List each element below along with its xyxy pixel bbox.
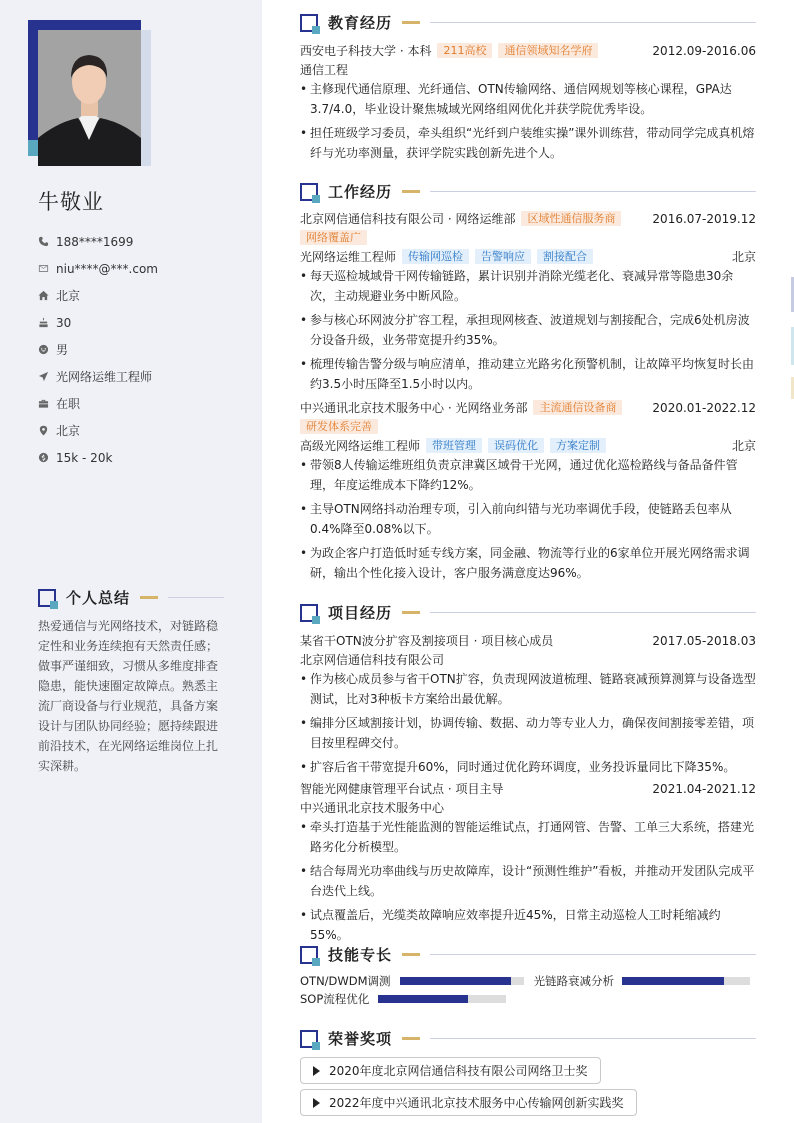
photo-frame-shadow: [140, 30, 151, 166]
home-icon: [38, 290, 56, 301]
list-item: • 每天巡检城域骨干网传输链路，累计识别并消除光缆老化、衰减异常等隐患30余次，主动规避业务中断风险。: [300, 266, 756, 306]
job-city: 北京: [731, 250, 756, 264]
skill-name: OTN/DWDM调测: [300, 974, 391, 988]
section-divider: [168, 597, 224, 598]
phone-icon: [38, 236, 56, 247]
role-tag: 告警响应: [475, 249, 531, 264]
skill-bar-fill: [400, 977, 512, 985]
info-hometown: [38, 282, 158, 309]
list-item: • 带领8人传输运维班组负责京津冀区域骨干光网，通过优化巡检路线与备品备件管理，年度运维成本下降约12%。: [300, 455, 756, 495]
section-square-icon: [300, 946, 318, 964]
info-target-city: [38, 417, 158, 444]
skill-name: SOP流程优化: [300, 992, 370, 1006]
section-divider: [430, 612, 756, 613]
work-bullets: [300, 455, 756, 583]
role-tag: 割接配合: [537, 249, 593, 264]
section-gold-bar: [402, 190, 420, 193]
education-entry: [300, 41, 756, 167]
project-bullets: [300, 817, 756, 945]
info-position: [38, 363, 158, 390]
candidate-name: 牛敬业: [38, 190, 104, 214]
section-square-icon: [300, 183, 318, 201]
section-gold-bar: [402, 611, 420, 614]
project-name: 某省干OTN波分扩容及割接项目 · 项目核心成员: [300, 634, 554, 648]
play-triangle-icon: [313, 1066, 320, 1076]
role-tag: 传输网巡检: [402, 249, 469, 264]
summary-section-header: [38, 587, 224, 608]
section-gold-bar: [402, 21, 420, 24]
project-bullets: [300, 669, 756, 777]
info-hometown-text: 北京: [56, 289, 81, 303]
education-section-header: [300, 12, 756, 33]
projects-title: 项目经历: [328, 604, 393, 622]
section-square-icon: [300, 1030, 318, 1048]
work-period: 2020.01-2022.12: [652, 400, 756, 415]
info-age: [38, 309, 158, 336]
company-tag: 网络覆盖广: [300, 230, 367, 245]
education-bullets: [300, 79, 756, 163]
job-role: 高级光网络运维工程师: [300, 439, 421, 453]
company-name: 北京网信通信科技有限公司 · 网络运维部: [300, 212, 516, 226]
summary-text: 热爱通信与光网络技术，对链路稳定性和业务连续抱有天然责任感；做事严谨细致，习惯从多维度排查隐患，能快速圈定故障点。熟悉主流厂商设备与行业规范，具备方案设计与团队协同经验；愿持续跟进前沿技术，在光网络运维岗位上扎实深耕。: [38, 619, 219, 773]
section-divider: [430, 191, 756, 192]
contact-info-list: [38, 228, 158, 471]
list-item: • 为政企客户打造低时延专线方案，同金融、物流等行业的6家单位开展光网络需求调研，输出个性化接入设计，客户服务满意度达96%。: [300, 543, 756, 583]
job-role: 光网络运维工程师: [300, 250, 397, 264]
cake-icon: [38, 317, 56, 328]
list-item: • 牵头打造基于光性能监测的智能运维试点，打通网管、告警、工单三大系统，搭建光路劣化分析模型。: [300, 817, 756, 857]
project-entry: [300, 779, 756, 949]
list-item: • 主导OTN网络抖动治理专项，引入前向纠错与光功率调优手段，使链路丢包率从0.4%降至0.08%以下。: [300, 499, 756, 539]
education-major: 通信工程: [300, 63, 349, 77]
info-gender-text: 男: [56, 343, 69, 357]
work-entry: [300, 398, 756, 587]
section-square-icon: [300, 604, 318, 622]
summary-title: 个人总结: [66, 589, 131, 607]
skill-bar: [378, 995, 506, 1003]
project-entry: [300, 631, 756, 781]
role-tag: 误码优化: [488, 438, 544, 453]
role-tag: 方案定制: [550, 438, 606, 453]
info-email: [38, 255, 158, 282]
info-phone: [38, 228, 158, 255]
sidebar: [0, 0, 262, 1123]
list-item: • 试点覆盖后，光缆类故障响应效率提升近45%，日常主动巡检人工时耗缩减约55%。: [300, 905, 756, 945]
skills-section-header: [300, 944, 756, 965]
section-divider: [430, 954, 756, 955]
section-square-icon: [300, 14, 318, 32]
list-item: • 参与核心环网波分扩容工程，承担现网核查、波道规划与割接配合，完成6处机房波分设备升级，业务带宽提升约35%。: [300, 310, 756, 350]
info-email-text: niu****@***.com: [56, 261, 158, 276]
info-gender: [38, 336, 158, 363]
project-name: 智能光网健康管理平台试点 · 项目主导: [300, 782, 504, 796]
info-status-text: 在职: [56, 397, 81, 411]
education-title: 教育经历: [328, 14, 393, 32]
section-divider: [430, 1038, 756, 1039]
list-item: • 结合每周光功率曲线与历史故障库，设计“预测性维护”看板，并推动开发团队完成平台迭代上线。: [300, 861, 756, 901]
work-section-header: [300, 181, 756, 202]
salary-icon: [38, 452, 56, 463]
section-divider: [430, 22, 756, 23]
award-text: 2020年度北京网信通信科技有限公司网络卫士奖: [329, 1064, 588, 1078]
award-item: [300, 1089, 637, 1116]
company-tag: 区域性通信服务商: [521, 211, 621, 226]
info-age-text: 30: [56, 315, 72, 330]
awards-title: 荣誉奖项: [328, 1030, 393, 1048]
job-city: 北京: [731, 439, 756, 453]
work-title: 工作经历: [328, 183, 393, 201]
project-period: 2021.04-2021.12: [652, 781, 756, 796]
list-item: • 主修现代通信原理、光纤通信、OTN传输网络、通信网规划等核心课程，GPA达3.7/4.0，毕业设计聚焦城域光网络组网优化并获学院优秀毕设。: [300, 79, 756, 119]
skill-bar-fill: [622, 977, 724, 985]
project-period: 2017.05-2018.03: [652, 633, 756, 648]
education-period: 2012.09-2016.06: [652, 43, 756, 58]
list-item: • 作为核心成员参与省干OTN扩容，负责现网波道梳理、链路衰减预算测算与设备选型测试，比对3种板卡方案给出最优解。: [300, 669, 756, 709]
gender-icon: [38, 344, 56, 355]
briefcase-icon: [38, 398, 56, 409]
mail-icon: [38, 263, 56, 274]
list-item: • 担任班级学习委员，牵头组织“光纤到户装维实操”课外训练营，带动同学完成真机熔纤与光功率测量，获评学院实践创新先进个人。: [300, 123, 756, 163]
school-tag: 211高校: [437, 43, 492, 58]
info-phone-text: 188****1699: [56, 234, 134, 249]
company-tag: 研发体系完善: [300, 419, 378, 434]
info-salary-text: 15k - 20k: [56, 450, 113, 465]
info-target-city-text: 北京: [56, 424, 81, 438]
skill-bar: [400, 977, 524, 985]
list-item: • 扩容后省干带宽提升60%，同时通过优化跨环调度，业务投诉量同比下降35%。: [300, 757, 756, 777]
section-square-icon: [38, 589, 56, 607]
work-bullets: [300, 266, 756, 394]
send-icon: [38, 371, 56, 382]
play-triangle-icon: [313, 1098, 320, 1108]
skills-list: [300, 972, 756, 1008]
school-tag: 通信领域知名学府: [498, 43, 598, 58]
skill-name: 光链路衰减分析: [533, 974, 615, 988]
project-org: 中兴通讯北京技术服务中心: [300, 801, 445, 815]
awards-section-header: [300, 1028, 756, 1049]
award-text: 2022年度中兴通讯北京技术服务中心传输网创新实践奖: [329, 1096, 624, 1110]
project-org: 北京网信通信科技有限公司: [300, 653, 445, 667]
info-status: [38, 390, 158, 417]
section-gold-bar: [402, 953, 420, 956]
skills-title: 技能专长: [328, 946, 393, 964]
location-icon: [38, 425, 56, 436]
company-name: 中兴通讯北京技术服务中心 · 光网络业务部: [300, 401, 528, 415]
work-period: 2016.07-2019.12: [652, 211, 756, 226]
company-tag: 主流通信设备商: [533, 400, 622, 415]
info-position-text: 光网络运维工程师: [56, 370, 153, 384]
list-item: • 编排分区域割接计划，协调传输、数据、动力等专业人力，确保夜间割接零差错，项目按里程碑交付。: [300, 713, 756, 753]
avatar: [38, 30, 141, 166]
projects-section-header: [300, 602, 756, 623]
award-item: [300, 1057, 601, 1084]
skill-bar-fill: [378, 995, 468, 1003]
school-name: 西安电子科技大学 · 本科: [300, 44, 432, 58]
section-gold-bar: [140, 596, 158, 599]
list-item: • 梳理传输告警分级与响应清单，推动建立光路劣化预警机制，让故障平均恢复时长由约3.5小时压降至1.5小时以内。: [300, 354, 756, 394]
info-salary: [38, 444, 158, 471]
skill-bar: [622, 977, 750, 985]
role-tag: 带班管理: [426, 438, 482, 453]
work-entry: [300, 209, 756, 398]
section-gold-bar: [402, 1037, 420, 1040]
